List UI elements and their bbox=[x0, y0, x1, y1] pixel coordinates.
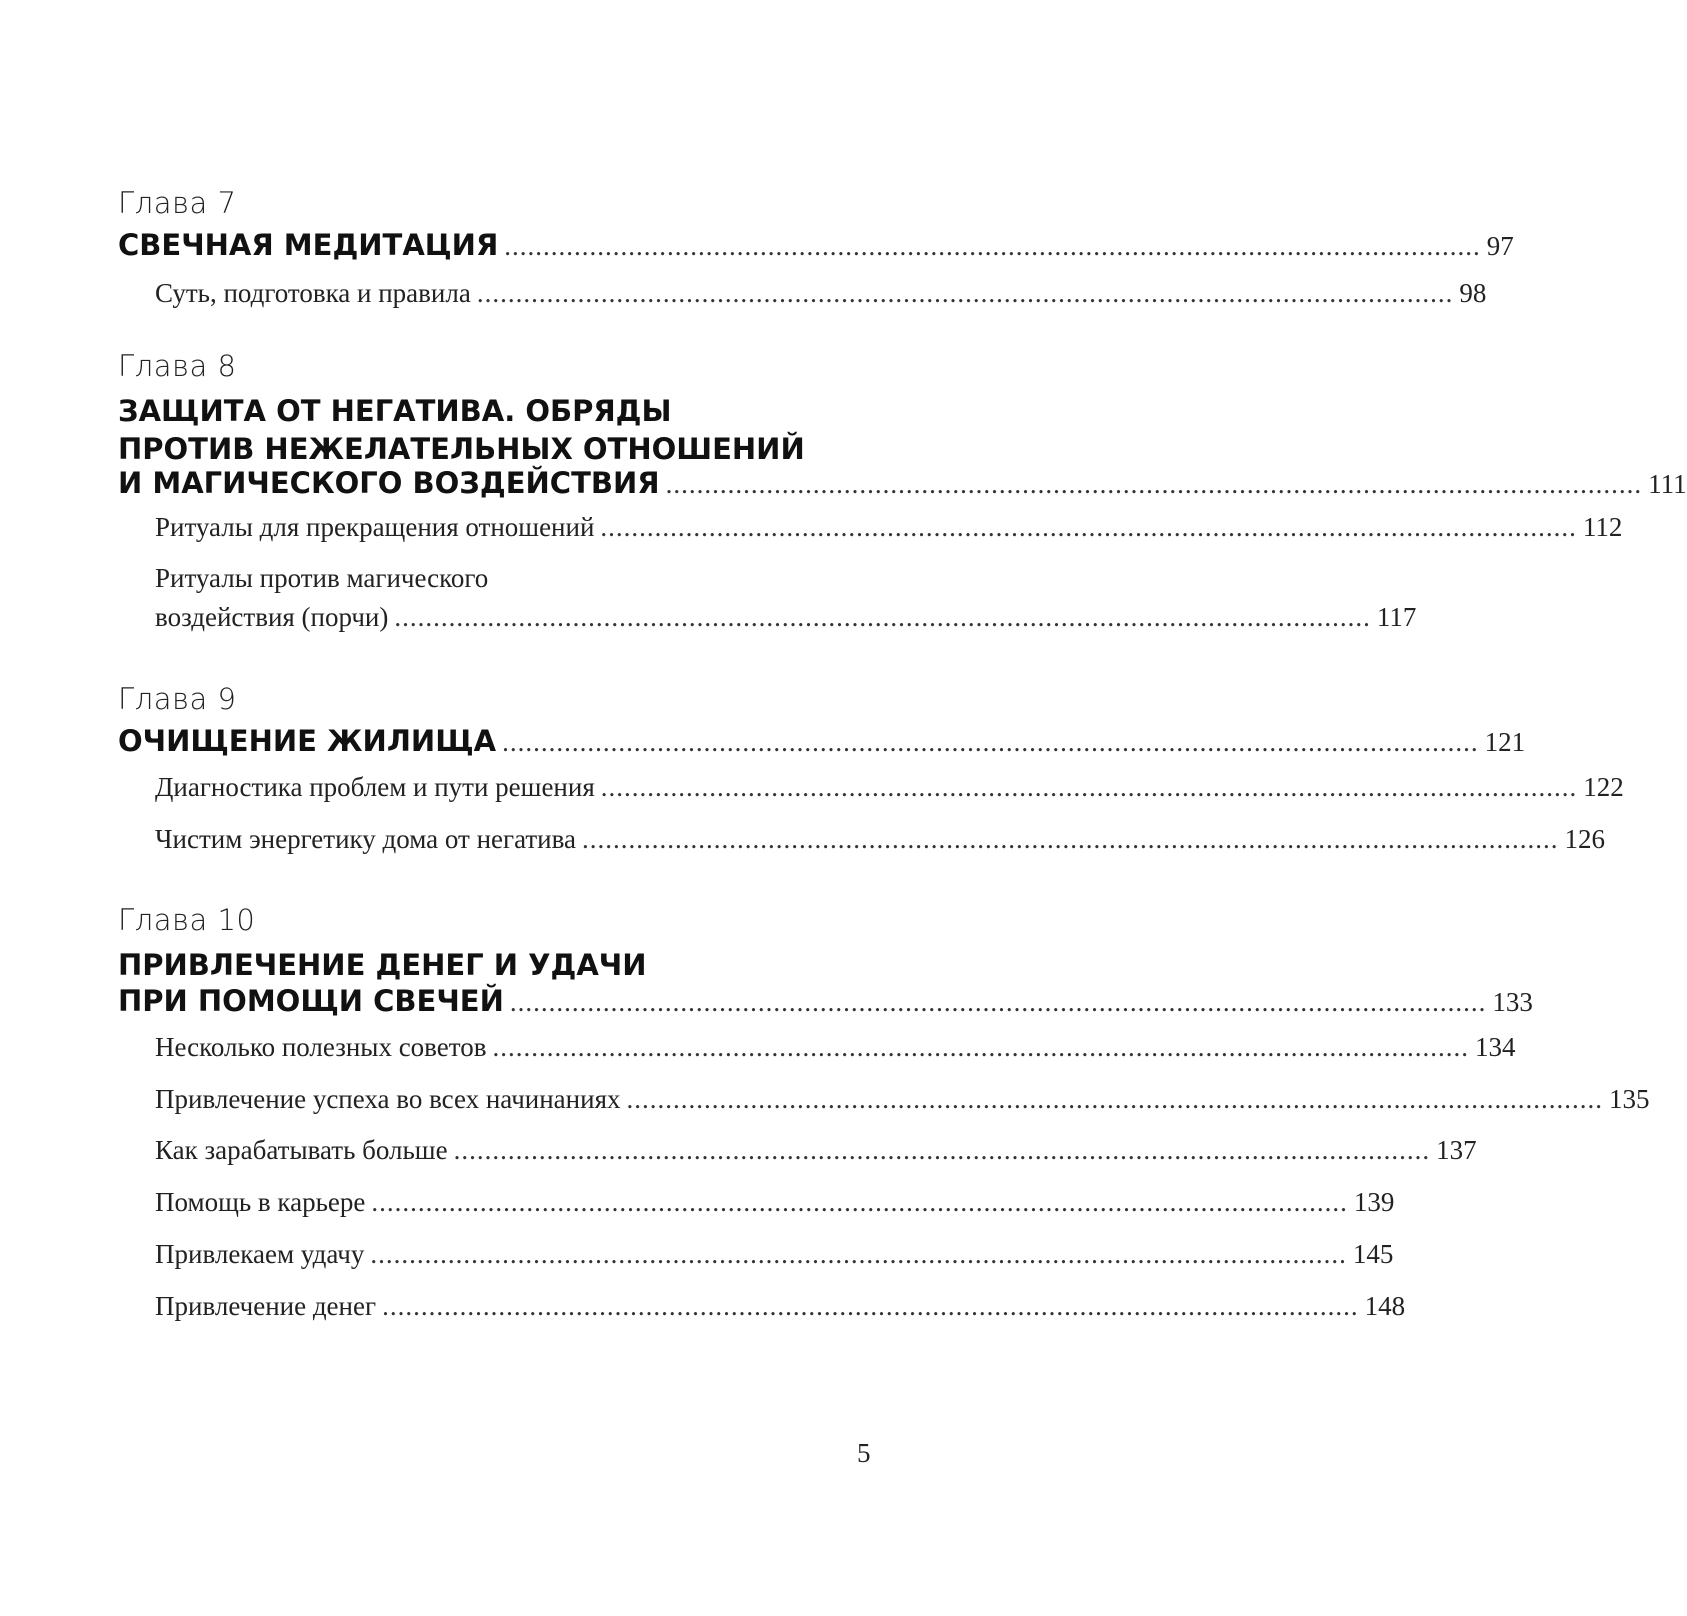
page-ref: 137 bbox=[1436, 1135, 1477, 1165]
dot-leader: .............................................................................................................................. bbox=[582, 824, 1559, 854]
dot-leader: .............................................................................................................................. bbox=[509, 987, 1487, 1017]
toc-entry-chapter[interactable] bbox=[118, 228, 1514, 262]
chapter-title-line: ПРОТИВ НЕЖЕЛАТЕЛЬНЫХ ОТНОШЕНИЙ bbox=[118, 432, 805, 466]
toc-entry-section[interactable] bbox=[155, 824, 1605, 855]
chapter-title-line: ПРИВЛЕЧЕНИЕ ДЕНЕГ И УДАЧИ bbox=[118, 948, 647, 982]
toc-entry-section[interactable] bbox=[155, 602, 1417, 633]
section-title-line: Ритуалы против магического bbox=[155, 563, 489, 593]
dot-leader: .............................................................................................................................. bbox=[502, 727, 1479, 757]
section-title: Диагностика проблем и пути решения bbox=[155, 772, 595, 802]
chapter-label: Глава 7 bbox=[118, 186, 237, 220]
section-title: Помощь в карьере bbox=[155, 1187, 366, 1217]
page-ref: 111 bbox=[1648, 469, 1687, 499]
section-title: Ритуалы для прекращения отношений bbox=[155, 512, 595, 542]
section-title: Несколько полезных советов bbox=[155, 1032, 487, 1062]
page-ref: 134 bbox=[1474, 1032, 1516, 1062]
page-ref: 112 bbox=[1582, 512, 1623, 542]
dot-leader: .............................................................................................................................. bbox=[382, 1291, 1359, 1321]
section-title: воздействия (порчи) bbox=[155, 602, 389, 632]
dot-leader: .............................................................................................................................. bbox=[492, 1032, 1469, 1062]
chapter-label: Глава 8 bbox=[118, 349, 237, 383]
dot-leader: .............................................................................................................................. bbox=[665, 469, 1643, 499]
section-title: Привлекаем удачу bbox=[155, 1239, 365, 1269]
chapter-label: Глава 9 bbox=[118, 682, 237, 716]
chapter-title: И МАГИЧЕСКОГО ВОЗДЕЙСТВИЯ bbox=[118, 466, 660, 500]
toc-entry-chapter[interactable] bbox=[118, 724, 1526, 758]
toc-entry-chapter[interactable] bbox=[118, 984, 1533, 1018]
page-ref: 139 bbox=[1353, 1187, 1395, 1217]
page-number: 5 bbox=[857, 1438, 871, 1468]
chapter-title-line: ЗАЩИТА ОТ НЕГАТИВА. ОБРЯДЫ bbox=[118, 394, 672, 428]
dot-leader: .............................................................................................................................. bbox=[600, 512, 1577, 542]
chapter-label: Глава 10 bbox=[118, 903, 256, 937]
section-title: Как зарабатывать больше bbox=[155, 1135, 448, 1165]
chapter-title: ПРИ ПОМОЩИ СВЕЧЕЙ bbox=[118, 984, 504, 1018]
page-ref: 126 bbox=[1564, 824, 1605, 854]
page-ref: 122 bbox=[1583, 772, 1624, 802]
dot-leader: .............................................................................................................................. bbox=[476, 278, 1454, 308]
page-ref: 98 bbox=[1459, 278, 1487, 308]
page-ref: 97 bbox=[1486, 231, 1514, 261]
toc-entry-section[interactable] bbox=[155, 1135, 1477, 1166]
toc-entry-section[interactable] bbox=[155, 1032, 1516, 1063]
toc-entry-section[interactable] bbox=[155, 278, 1487, 309]
dot-leader: .............................................................................................................................. bbox=[453, 1135, 1431, 1165]
section-title: Суть, подготовка и правила bbox=[155, 278, 471, 308]
toc-entry-section[interactable] bbox=[155, 1239, 1394, 1270]
page-ref: 145 bbox=[1352, 1239, 1394, 1269]
toc-entry-section[interactable] bbox=[155, 1187, 1395, 1218]
page-ref: 117 bbox=[1376, 602, 1417, 632]
page-ref: 121 bbox=[1484, 727, 1526, 757]
dot-leader: .............................................................................................................................. bbox=[394, 602, 1371, 632]
toc-entry-section[interactable] bbox=[155, 1291, 1406, 1322]
dot-leader: .............................................................................................................................. bbox=[371, 1187, 1348, 1217]
toc-entry-section[interactable] bbox=[155, 512, 1623, 543]
page-ref: 133 bbox=[1492, 987, 1533, 1017]
chapter-title: СВЕЧНАЯ МЕДИТАЦИЯ bbox=[118, 228, 499, 262]
toc-entry-chapter[interactable] bbox=[118, 466, 1687, 500]
dot-leader: .............................................................................................................................. bbox=[370, 1239, 1347, 1269]
section-title: Привлечение успеха во всех начинаниях bbox=[155, 1084, 621, 1114]
toc-entry-section[interactable] bbox=[155, 1084, 1650, 1115]
section-title: Привлечение денег bbox=[155, 1291, 377, 1321]
dot-leader: .............................................................................................................................. bbox=[600, 772, 1578, 802]
toc-entry-section[interactable] bbox=[155, 772, 1624, 803]
chapter-title: ОЧИЩЕНИЕ ЖИЛИЩА bbox=[118, 724, 497, 758]
dot-leader: .............................................................................................................................. bbox=[504, 231, 1481, 261]
page-ref: 135 bbox=[1609, 1084, 1650, 1114]
page-ref: 148 bbox=[1364, 1291, 1406, 1321]
dot-leader: .............................................................................................................................. bbox=[626, 1084, 1603, 1114]
section-title: Чистим энергетику дома от негатива bbox=[155, 824, 576, 854]
